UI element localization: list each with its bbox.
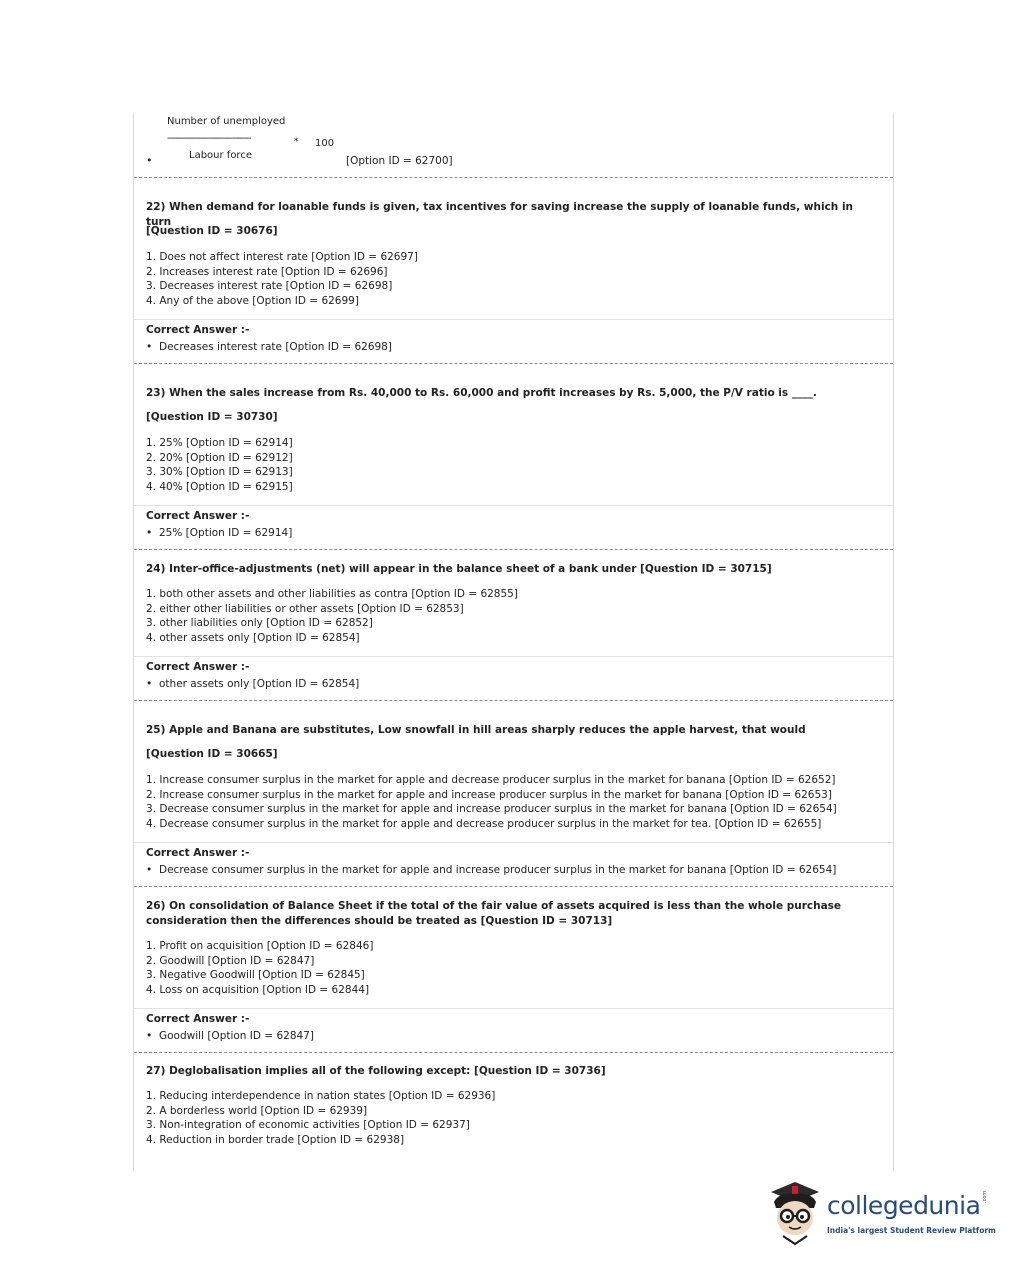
logo-domain: .com [982, 1190, 988, 1203]
answer-bullet: • [146, 527, 153, 539]
answer-text: Decreases interest rate [Option ID = 62698] [159, 341, 392, 353]
question-26-options [146, 939, 373, 998]
option-item: 2. either other liabilities or other assets [Option ID = 62853] [146, 602, 464, 615]
question-27-text: 27) Deglobalisation implies all of the following except: [Question ID = 30736] [146, 1065, 606, 1077]
answer-divider [134, 319, 893, 320]
option-item: 4. Any of the above [Option ID = 62699] [146, 295, 359, 308]
formula-operator: * [294, 137, 299, 147]
question-25-options [146, 773, 837, 832]
formula-denominator: Labour force [189, 150, 252, 161]
question-27-options [146, 1089, 495, 1148]
question-24-options [146, 587, 518, 646]
question-23-text: 23) When the sales increase from Rs. 40,000 to Rs. 60,000 and profit increases by Rs. 5,000, the P/V ratio is ____. [146, 387, 817, 399]
answer-divider [134, 505, 893, 506]
logo-tagline: India's largest Student Review Platform [827, 1226, 996, 1235]
correct-answer-value [146, 864, 836, 876]
option-item: 4. other assets only [Option ID = 62854] [146, 632, 360, 645]
option-item: 2. Increases interest rate [Option ID = 62696] [146, 265, 388, 278]
answer-text: 25% [Option ID = 62914] [159, 527, 293, 539]
logo-brand: collegedunia [827, 1191, 981, 1220]
option-item: 3. 30% [Option ID = 62913] [146, 466, 293, 479]
question-26-text: 26) On consolidation of Balance Sheet if the total of the fair value of assets acquired is less than the whole purchase consideration then the differences should be treated as [Question ID = 30713] [146, 900, 842, 927]
question-23-id: [Question ID = 30730] [146, 411, 278, 423]
option-item: 1. Reducing interdependence in nation states [Option ID = 62936] [146, 1090, 496, 1102]
option-item: 2. Goodwill [Option ID = 62847] [146, 954, 315, 967]
option-item: 4. Reduction in border trade [Option ID = 62938] [146, 1134, 405, 1147]
correct-answer-label: Correct Answer :- [146, 661, 250, 673]
question-22-id: [Question ID = 30676] [146, 225, 278, 237]
collegedunia-logo [765, 1178, 995, 1250]
question-25-id: [Question ID = 30665] [146, 748, 278, 760]
option-item: 4. Loss on acquisition [Option ID = 62844] [146, 984, 370, 997]
question-paper-page [133, 113, 894, 1171]
option-item: 3. Decreases interest rate [Option ID = 62698] [146, 280, 393, 293]
option-item: 1. both other assets and other liabilities as contra [Option ID = 62855] [146, 588, 518, 600]
option-item: 1. Profit on acquisition [Option ID = 62846] [146, 940, 374, 952]
question-22-text: 22) When demand for loanable funds is given, tax incentives for saving increase the supply of loanable funds, which in turn [146, 201, 854, 228]
option-item: 3. other liabilities only [Option ID = 62852] [146, 617, 373, 630]
answer-divider [134, 1008, 893, 1009]
question-separator [134, 1052, 893, 1053]
question-24-text: 24) Inter-office-adjustments (net) will appear in the balance sheet of a bank under [Question ID = 30715] [146, 563, 772, 575]
correct-answer-value [146, 527, 292, 539]
formula-numerator: Number of unemployed [167, 116, 286, 127]
answer-text: Goodwill [Option ID = 62847] [159, 1030, 314, 1042]
question-25-text: 25) Apple and Banana are substitutes, Low snowfall in hill areas sharply reduces the apple harvest, that would [146, 724, 806, 736]
option-item: 4. Decrease consumer surplus in the market for apple and decrease producer surplus in the market for tea. [Option ID = 62655] [146, 818, 822, 831]
option-item: 2. Increase consumer surplus in the market for apple and increase producer surplus in the market for banana [Option ID = 62653] [146, 788, 832, 801]
answer-divider [134, 656, 893, 657]
question-separator [134, 549, 893, 550]
option-item: 4. 40% [Option ID = 62915] [146, 481, 293, 494]
question-separator [134, 886, 893, 887]
unemployment-rate-formula [134, 113, 893, 177]
formula-bullet: • [146, 154, 153, 167]
correct-answer-label: Correct Answer :- [146, 1013, 250, 1025]
option-item: 2. 20% [Option ID = 62912] [146, 451, 293, 464]
correct-answer-label: Correct Answer :- [146, 847, 250, 859]
question-separator [134, 363, 893, 364]
answer-bullet: • [146, 678, 153, 690]
question-23-options [146, 436, 293, 495]
option-item: 3. Decrease consumer surplus in the market for apple and increase producer surplus in the market for banana [Option ID = 62654] [146, 803, 837, 816]
formula-option-id: [Option ID = 62700] [346, 155, 453, 167]
answer-bullet: • [146, 1030, 153, 1042]
answer-text: Decrease consumer surplus in the market for apple and increase producer surplus in the market for banana [Option ID = 62654] [159, 864, 837, 876]
answer-bullet: • [146, 341, 153, 353]
option-item: 1. Increase consumer surplus in the market for apple and decrease producer surplus in the market for banana [Option ID = 62652] [146, 774, 836, 786]
formula-multiplier: 100 [315, 138, 335, 149]
formula-divider: -------------------------------- [167, 133, 251, 144]
option-item: 3. Non-integration of economic activities [Option ID = 62937] [146, 1119, 470, 1132]
correct-answer-value [146, 678, 359, 690]
answer-text: other assets only [Option ID = 62854] [159, 678, 360, 690]
question-separator [134, 700, 893, 701]
option-item: 1. Does not affect interest rate [Option ID = 62697] [146, 251, 418, 263]
answer-divider [134, 842, 893, 843]
correct-answer-label: Correct Answer :- [146, 324, 250, 336]
mascot-icon [765, 1178, 825, 1248]
correct-answer-value [146, 1030, 314, 1042]
option-item: 1. 25% [Option ID = 62914] [146, 437, 293, 449]
question-separator [134, 177, 893, 178]
correct-answer-value [146, 341, 392, 353]
answer-bullet: • [146, 864, 153, 876]
question-22-options [146, 250, 418, 309]
option-item: 3. Negative Goodwill [Option ID = 62845] [146, 969, 365, 982]
option-item: 2. A borderless world [Option ID = 62939] [146, 1104, 368, 1117]
correct-answer-label: Correct Answer :- [146, 510, 250, 522]
